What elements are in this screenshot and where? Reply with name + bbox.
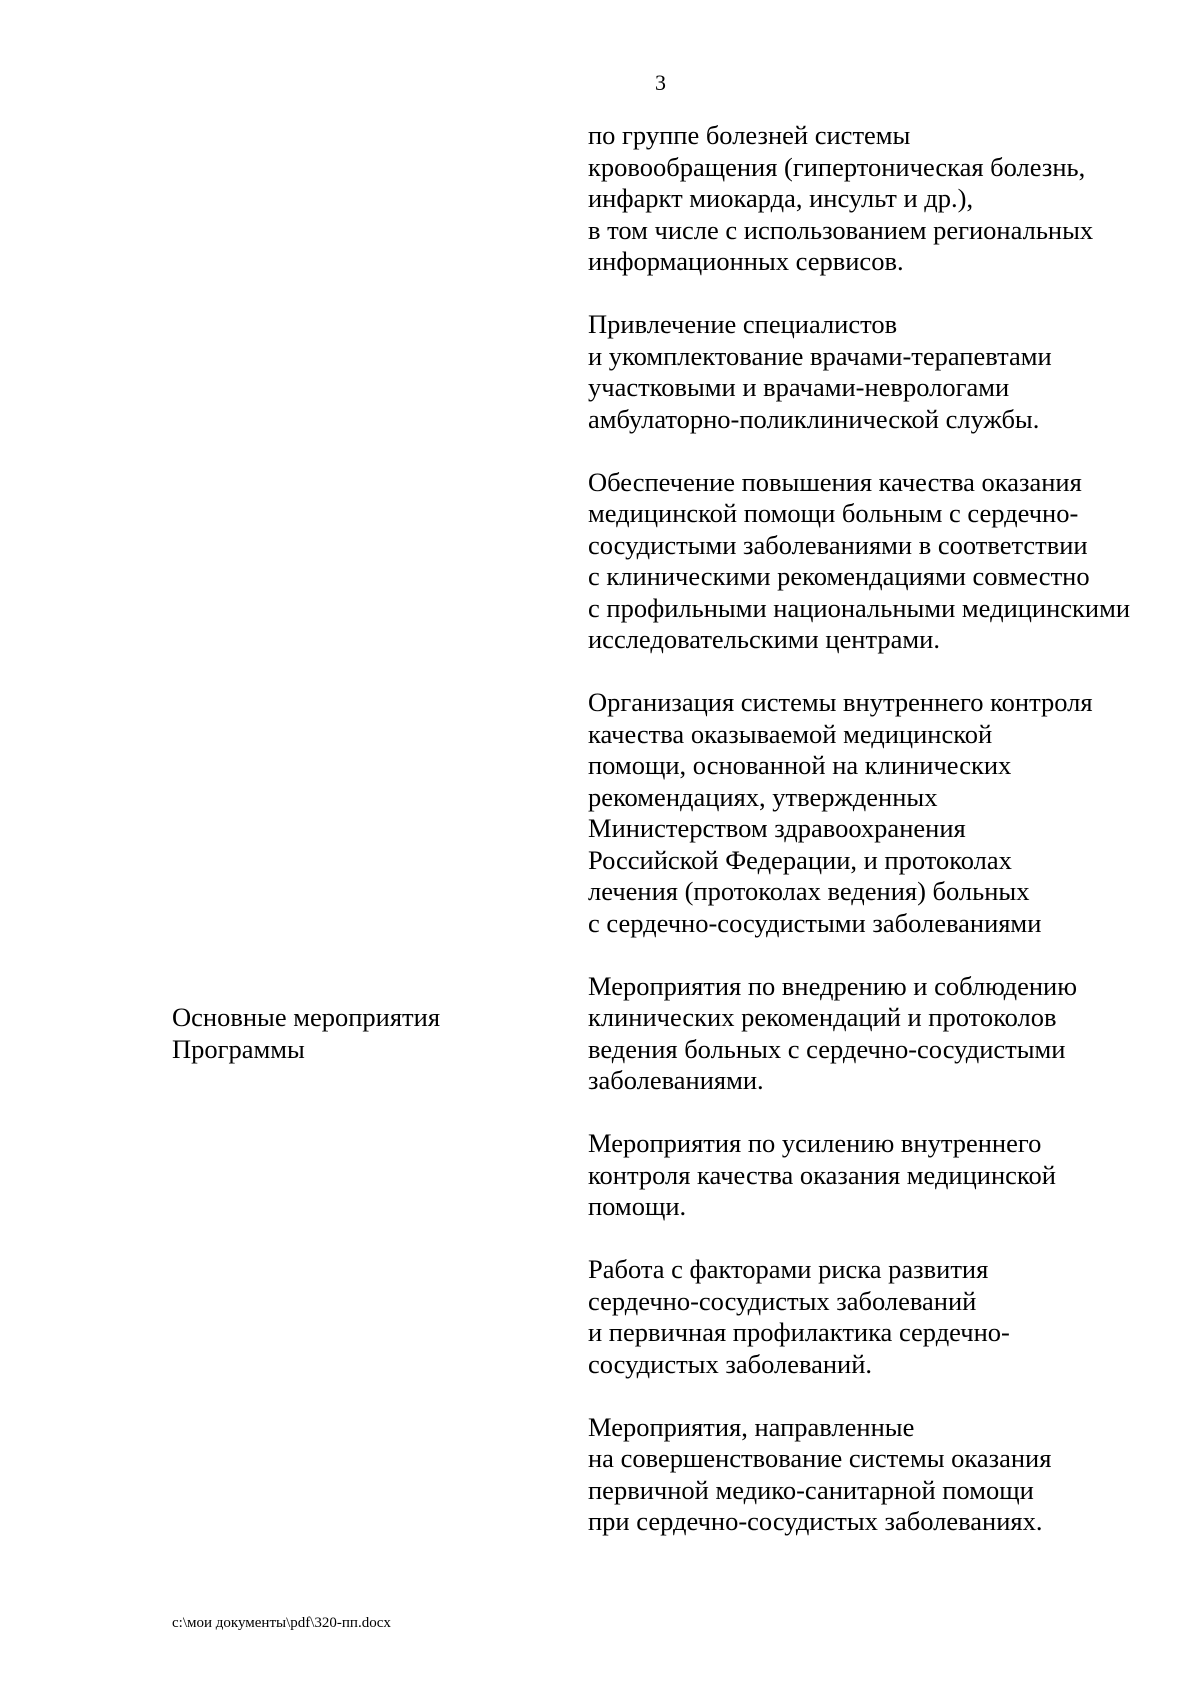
text-line: с сердечно-сосудистыми заболеваниями [588,907,1042,938]
paragraph-internal-control [588,687,1148,939]
text-line: участковыми и врачами-неврологами [588,372,1010,402]
footer-file-path: c:\мои документы\pdf\320-пп.docx [172,1615,391,1631]
text-line: Привлечение специалистов [588,309,898,339]
text-line: контроля качества оказания медицинской [588,1159,1056,1190]
text-line: по группе болезней системы [588,120,911,150]
paragraph-measure-primary-care [588,1412,1148,1538]
text-line: кровообращения (гипертоническая болезнь, [588,151,1086,182]
text-line: Мероприятия, направленные [588,1411,915,1442]
paragraph-specialists [588,309,1148,435]
text-line: лечения (протоколах ведения) больных [588,876,1030,906]
text-line: исследовательскими центрами. [588,624,940,654]
text-line: с профильными национальными медицинскими [588,592,1131,623]
text-line: информационных сервисов. [588,246,904,276]
text-line: Обеспечение повышения качества оказания [588,466,1082,497]
text-line: при сердечно-сосудистых заболеваниях. [588,1506,1043,1536]
text-line: ведения больных с сердечно-сосудистыми [588,1033,1066,1064]
row-label-line: Программы [172,1033,305,1064]
text-line: Мероприятия по внедрению и соблюдению [588,970,1078,1001]
paragraph-measure-control [588,1128,1148,1223]
text-line: Работа с факторами риска развития [588,1254,989,1284]
text-line: клинических рекомендаций и протоколов [588,1002,1057,1032]
text-line: на совершенствование системы оказания [588,1443,1052,1473]
row-label-line: Основные мероприятия [172,1002,441,1032]
text-line: и укомплектование врачами-терапевтами [588,340,1052,371]
right-column [588,120,1148,1569]
text-line: сосудистыми заболеваниями в соответствии [588,529,1088,560]
paragraph-measure-guidelines [588,971,1148,1097]
text-line: медицинской помощи больным с сердечно- [588,498,1079,528]
text-line: первичной медико-санитарной помощи [588,1474,1034,1505]
row-label-main-measures [172,1002,572,1065]
text-line: сосудистых заболеваний. [588,1348,873,1379]
text-line: заболеваниями. [588,1065,764,1095]
page-number: 3 [655,70,666,95]
text-line: качества оказываемой медицинской [588,718,993,749]
paragraph-continuation [588,120,1148,278]
text-line: в том числе с использованием региональных [588,214,1094,245]
paragraph-quality [588,467,1148,656]
text-line: Мероприятия по усилению внутреннего [588,1128,1042,1158]
text-line: Российской Федерации, и протоколах [588,844,1012,875]
text-line: амбулаторно-поликлинической службы. [588,403,1040,434]
text-line: рекомендациях, утвержденных [588,781,938,812]
text-line: сердечно-сосудистых заболеваний [588,1285,977,1316]
text-line: и первичная профилактика сердечно- [588,1317,1010,1347]
text-line: помощи. [588,1191,687,1221]
text-line: инфаркт миокарда, инсульт и др.), [588,183,974,213]
text-line: Министерством здравоохранения [588,813,966,843]
paragraph-measure-risk-factors [588,1254,1148,1380]
text-line: с клиническими рекомендациями совместно [588,561,1090,591]
text-line: Организация системы внутреннего контроля [588,687,1093,717]
text-line: помощи, основанной на клинических [588,750,1012,780]
